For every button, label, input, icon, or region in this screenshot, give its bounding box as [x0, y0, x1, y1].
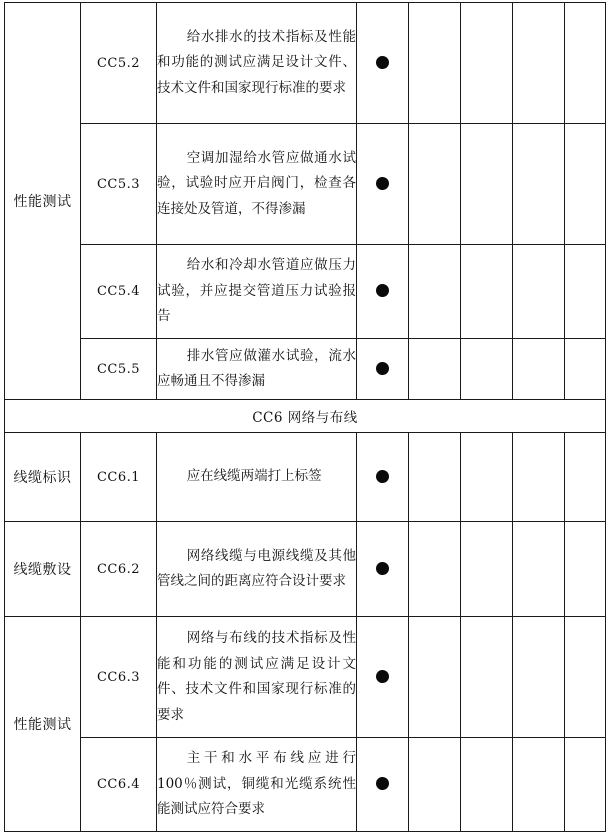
mandatory-mark — [357, 617, 409, 738]
empty-cell — [513, 124, 565, 245]
empty-cell — [513, 245, 565, 339]
table-row — [5, 433, 606, 522]
empty-cell — [461, 738, 513, 832]
section-heading-row — [5, 400, 606, 433]
mandatory-mark — [357, 124, 409, 245]
empty-cell — [513, 433, 565, 522]
empty-cell — [565, 433, 606, 522]
empty-cell — [565, 522, 606, 617]
item-code: CC5.2 — [81, 3, 157, 124]
mandatory-mark — [357, 738, 409, 832]
empty-cell — [565, 3, 606, 124]
empty-cell — [513, 339, 565, 400]
filled-dot-icon — [376, 777, 389, 790]
mandatory-mark — [357, 522, 409, 617]
empty-cell — [513, 3, 565, 124]
table-row — [5, 738, 606, 832]
category-cell: 性能测试 — [5, 617, 81, 832]
requirement-text: 空调加湿给水管应做通水试验，试验时应开启阀门，检查各连接处及管道，不得渗漏 — [157, 124, 357, 245]
filled-dot-icon — [376, 56, 389, 69]
table-row — [5, 124, 606, 245]
empty-cell — [461, 3, 513, 124]
requirement-text: 排水管应做灌水试验，流水应畅通且不得渗漏 — [157, 339, 357, 400]
requirement-text: 网络与布线的技术指标及性能和功能的测试应满足设计文件、技术文件和国家现行标准的要求 — [157, 617, 357, 738]
mandatory-mark — [357, 339, 409, 400]
filled-dot-icon — [376, 470, 389, 483]
section-heading: CC6 网络与布线 — [5, 400, 606, 433]
filled-dot-icon — [376, 177, 389, 190]
empty-cell — [409, 3, 461, 124]
empty-cell — [565, 339, 606, 400]
mandatory-mark — [357, 3, 409, 124]
filled-dot-icon — [376, 670, 389, 683]
empty-cell — [513, 522, 565, 617]
item-code: CC6.1 — [81, 433, 157, 522]
empty-cell — [461, 245, 513, 339]
category-cell: 线缆标识 — [5, 433, 81, 522]
requirement-text: 给水排水的技术指标及性能和功能的测试应满足设计文件、技术文件和国家现行标准的要求 — [157, 3, 357, 124]
filled-dot-icon — [376, 284, 389, 297]
table-row — [5, 617, 606, 738]
empty-cell — [461, 433, 513, 522]
empty-cell — [409, 245, 461, 339]
empty-cell — [461, 339, 513, 400]
item-code: CC5.4 — [81, 245, 157, 339]
empty-cell — [461, 522, 513, 617]
empty-cell — [565, 124, 606, 245]
item-code: CC5.5 — [81, 339, 157, 400]
empty-cell — [513, 738, 565, 832]
filled-dot-icon — [376, 362, 389, 375]
category-cell: 线缆敷设 — [5, 522, 81, 617]
empty-cell — [565, 738, 606, 832]
empty-cell — [409, 124, 461, 245]
empty-cell — [565, 245, 606, 339]
inspection-table — [4, 2, 606, 832]
item-code: CC6.4 — [81, 738, 157, 832]
table-row — [5, 245, 606, 339]
category-cell: 性能测试 — [5, 3, 81, 400]
empty-cell — [409, 433, 461, 522]
table-row — [5, 3, 606, 124]
table-row — [5, 522, 606, 617]
empty-cell — [409, 339, 461, 400]
requirement-text: 主干和水平布线应进行100％测试，铜缆和光缆系统性能测试应符合要求 — [157, 738, 357, 832]
item-code: CC6.3 — [81, 617, 157, 738]
requirement-text: 网络线缆与电源线缆及其他管线之间的距离应符合设计要求 — [157, 522, 357, 617]
empty-cell — [409, 738, 461, 832]
item-code: CC5.3 — [81, 124, 157, 245]
empty-cell — [409, 617, 461, 738]
mandatory-mark — [357, 245, 409, 339]
item-code: CC6.2 — [81, 522, 157, 617]
table-row — [5, 339, 606, 400]
filled-dot-icon — [376, 562, 389, 575]
empty-cell — [565, 617, 606, 738]
empty-cell — [409, 522, 461, 617]
requirement-text: 应在线缆两端打上标签 — [157, 433, 357, 522]
requirement-text: 给水和冷却水管道应做压力试验，并应提交管道压力试验报告 — [157, 245, 357, 339]
empty-cell — [513, 617, 565, 738]
empty-cell — [461, 124, 513, 245]
mandatory-mark — [357, 433, 409, 522]
empty-cell — [461, 617, 513, 738]
